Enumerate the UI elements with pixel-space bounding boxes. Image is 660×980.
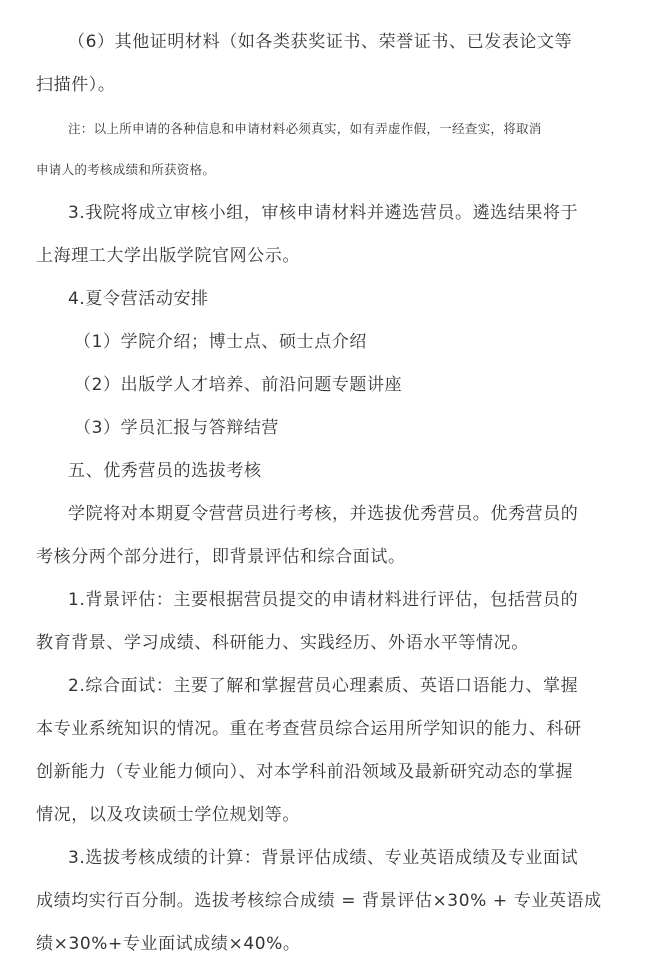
interview-line4: 情况，以及攻读硕士学位规划等。 (36, 805, 300, 825)
interview-line1: 2.综合面试：主要了解和掌握营员心理素质、英语口语能力、掌握 (68, 676, 579, 696)
score-calc-line1: 3.选拔考核成绩的计算：背景评估成绩、专业英语成绩及专业面试 (68, 848, 579, 868)
intro-line1: 学院将对本期夏令营营员进行考核，并选拔优秀营员。优秀营员的 (68, 504, 579, 524)
paragraph-review-line2: 上海理工大学出版学院官网公示。 (36, 246, 300, 266)
interview-line2: 本专业系统知识的情况。重在考查营员综合运用所学知识的能力、科研 (36, 719, 582, 739)
intro-line2: 考核分两个部分进行，即背景评估和综合面试。 (36, 547, 406, 567)
interview-line3: 创新能力（专业能力倾向）、对本学科前沿领域及最新研究动态的掌握 (36, 762, 574, 782)
background-eval-line2: 教育背景、学习成绩、科研能力、实践经历、外语水平等情况。 (36, 633, 529, 653)
paragraph-other-materials-line1: （6）其他证明材料（如各类获奖证书、荣誉证书、已发表论文等 (68, 32, 573, 52)
note-line1: 注：以上所申请的各种信息和申请材料必须真实，如有弄虚作假，一经查实，将取消 (68, 121, 542, 136)
background-eval-line1: 1.背景评估：主要根据营员提交的申请材料进行评估，包括营员的 (68, 590, 579, 610)
activity-item-3: （3）学员汇报与答辩结营 (74, 418, 280, 438)
score-calc-line2: 成绩均实行百分制。选拔考核综合成绩 = 背景评估×30% + 专业英语成 (36, 891, 602, 911)
activity-item-2: （2）出版学人才培养、前沿问题专题讲座 (74, 375, 403, 395)
activity-item-1: （1）学院介绍；博士点、硕士点介绍 (74, 332, 368, 352)
section-five-heading: 五、优秀营员的选拔考核 (68, 461, 262, 481)
activity-heading: 4.夏令营活动安排 (68, 289, 209, 309)
paragraph-other-materials-line2: 扫描件）。 (36, 75, 116, 95)
score-calc-line3: 绩×30%+专业面试成绩×40%。 (36, 934, 301, 954)
note-line2: 申请人的考核成绩和所获资格。 (36, 162, 216, 177)
paragraph-review-line1: 3.我院将成立审核小组，审核申请材料并遴选营员。遴选结果将于 (68, 203, 579, 223)
